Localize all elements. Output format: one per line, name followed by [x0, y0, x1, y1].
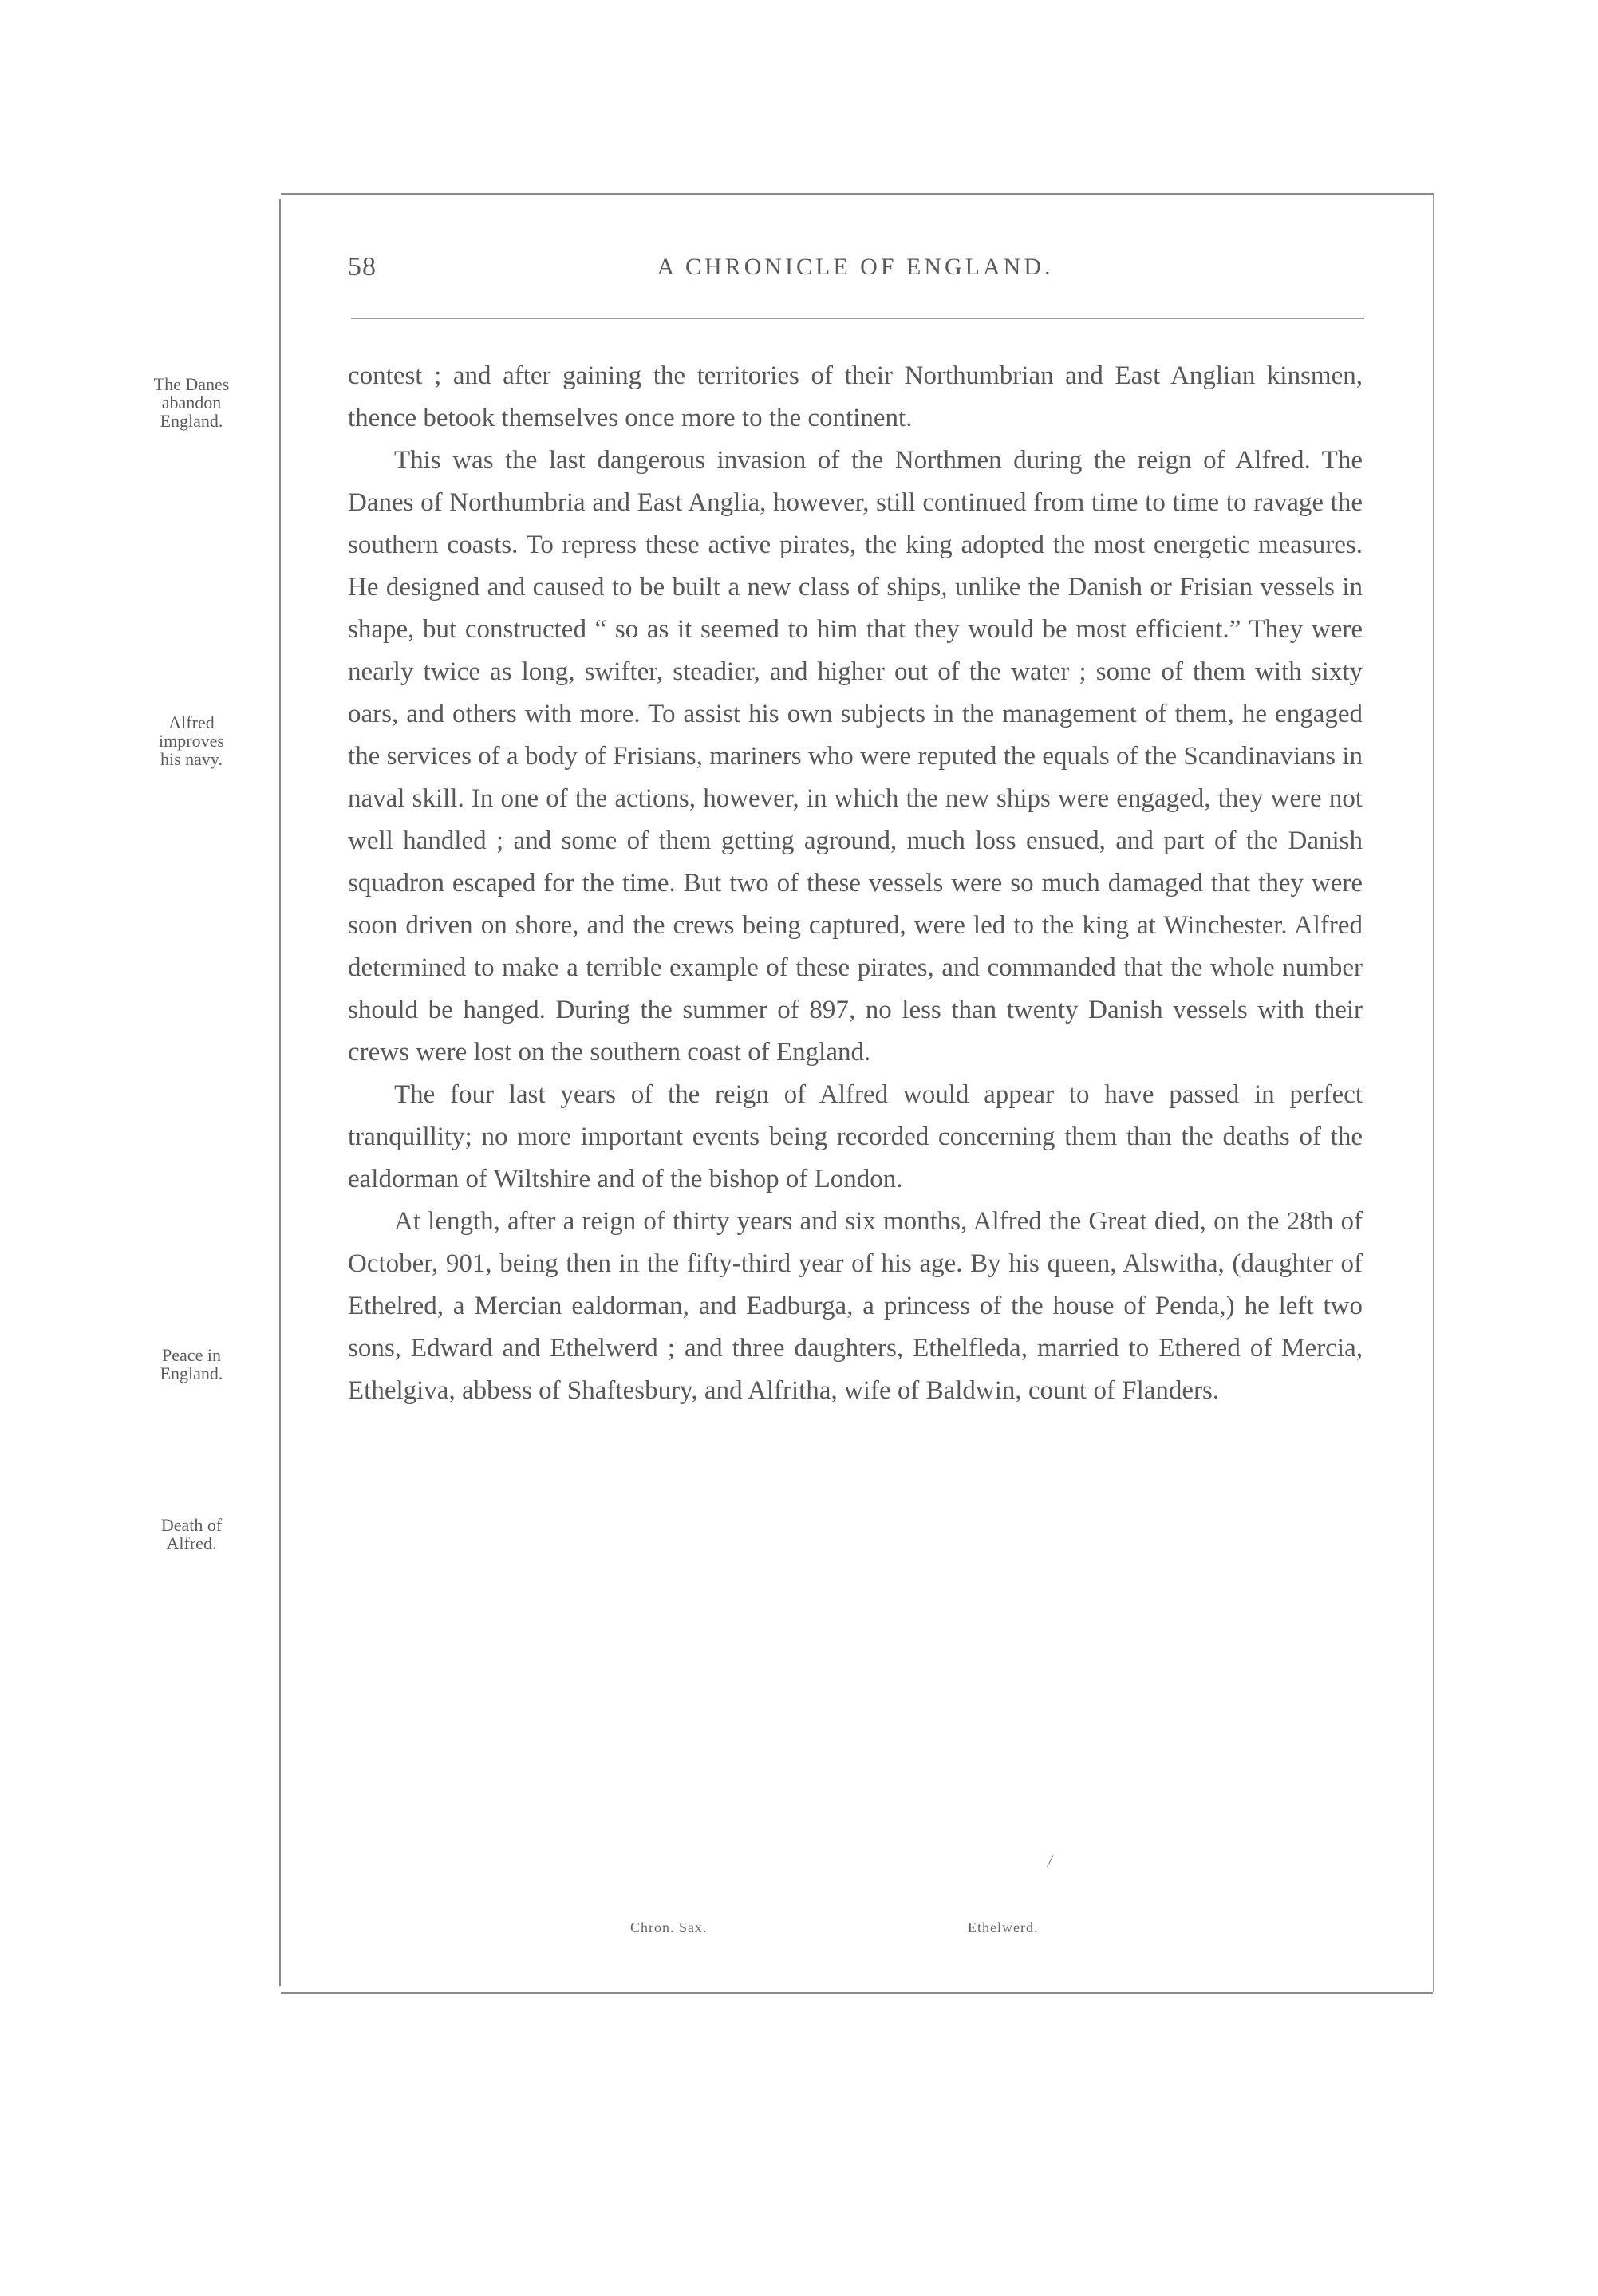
paragraph: This was the last dangerous invasion of the Northmen during the reign of Alfred. The Danes of Northumbria and East Anglia, however, still continued from time to time to ravage the southern coasts. To repress these active pirates, the king adopted the most energetic measures. He designed and caused to be built a new class of ships, unlike the Danish or Frisian vessels in shape, but constructed “ so as it seemed to him that they would be most efficient.” They were nearly twice as long, swifter, steadier, and higher out of the water ; some of them with sixty oars, and others with more. To assist his own subjects in the management of them, he engaged the services of a body of Frisians, mariners who were reputed the equals of the Scandinavians in naval skill. In one of the actions, however, in which the new ships were engaged, they were not well handled ; and some of them getting aground, much loss ensued, and part of the Danish squadron escaped for the time. But two of these vessels were so much damaged that they were soon driven on shore, and the crews being captured, were led to the king at Winchester. Alfred determined to make a terrible example of these pirates, and commanded that the whole number should be hanged. During the summer of 897, no less than twenty Danish vessels with their crews were lost on the southern coast of England. — [348, 446, 1363, 1067]
paragraph: The four last years of the reign of Alfred would appear to have passed in perfect tranquillity; no more important events being recorded concerning them than the deaths of the ealdorman of Wiltshire and of the bishop of London. — [348, 1080, 1363, 1193]
footnote-source-right: Ethelwerd. — [968, 1919, 1039, 1935]
sidenote-alfred-navy — [112, 713, 271, 768]
footnote-source-left: Chron. Sax. — [630, 1919, 708, 1935]
page-frame-left — [279, 199, 281, 1986]
sidenote-line: England. — [160, 1363, 223, 1383]
sidenote-line: England. — [160, 411, 223, 431]
paragraph: At length, after a reign of thirty years and six months, Alfred the Great died, on the 28th of October, 901, being then in the fifty-third year of his age. By his queen, Alswitha, (daughter of Ethelred, a Mercian ealdorman, and Eadburga, a princess of the house of Penda,) he left two sons, Edward and Ethelwerd ; and three daughters, Ethelfleda, married to Ethered of Mercia, Ethelgiva, abbess of Shaftesbury, and Alfritha, wife of Baldwin, count of Flanders. — [348, 1207, 1363, 1405]
page-frame-top — [281, 193, 1433, 195]
sidenote-danes-abandon — [112, 375, 271, 430]
stray-mark: / — [1048, 1851, 1053, 1871]
body-text — [348, 355, 1363, 1412]
page-number: 58 — [348, 252, 377, 282]
sidenote-line: Alfred — [168, 712, 215, 732]
sidenote-death-alfred — [112, 1516, 271, 1552]
page-frame-bottom — [281, 1992, 1433, 1994]
sidenote-peace — [112, 1346, 271, 1383]
sidenote-line: The Danes — [153, 374, 230, 394]
sidenote-line: Peace in — [162, 1345, 221, 1365]
paragraph-continued: contest ; and after gaining the territories of their Northumbrian and East Anglian kinsmen, thence betook themselves once more to the continent. — [348, 361, 1363, 432]
sidenote-line: improves — [159, 731, 224, 751]
sidenote-line: abandon — [161, 393, 222, 412]
sidenote-line: Death of — [160, 1515, 223, 1535]
sidenote-line: his navy. — [160, 749, 223, 769]
sidenote-line: Alfred. — [166, 1533, 217, 1553]
page-frame-right — [1433, 193, 1434, 1992]
running-title: A CHRONICLE OF ENGLAND. — [657, 254, 1054, 280]
page-header — [348, 252, 1363, 300]
header-rule — [351, 318, 1364, 319]
